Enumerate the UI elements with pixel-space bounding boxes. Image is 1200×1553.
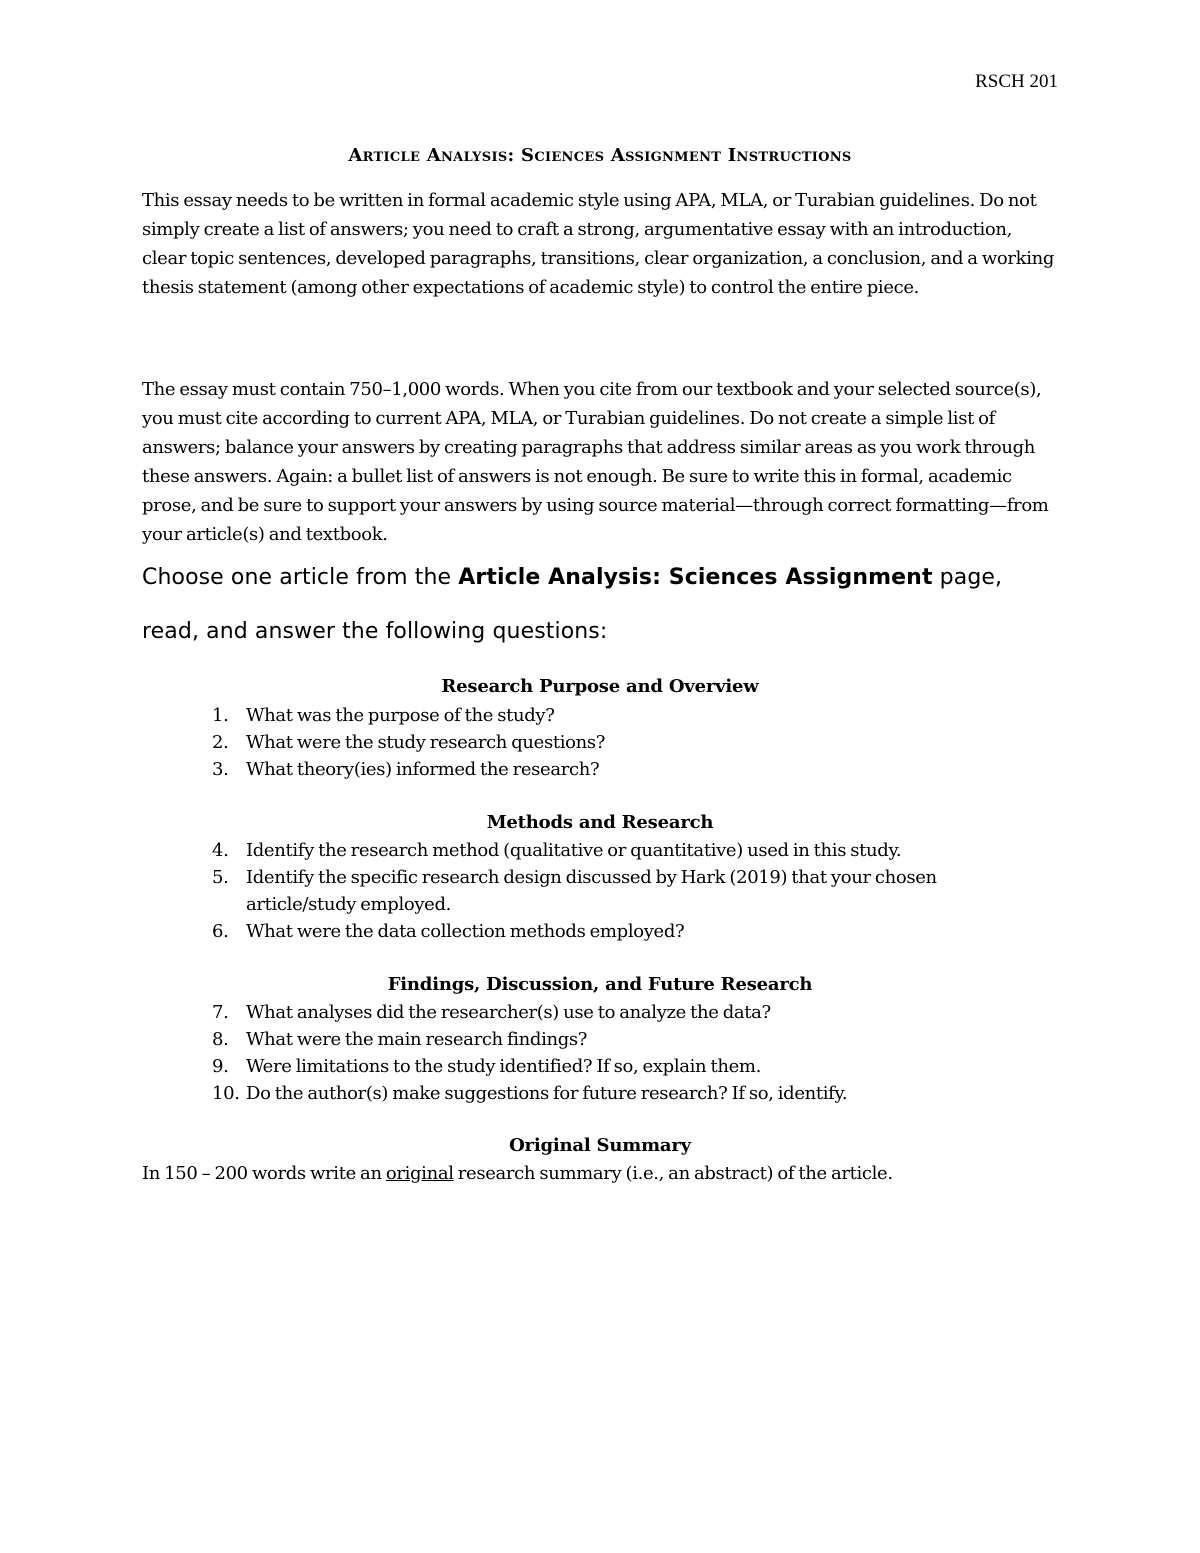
item-text: What were the data collection methods employed? — [246, 921, 685, 942]
list-item — [142, 1026, 1058, 1053]
item-number: 10. — [212, 1083, 240, 1104]
question-list-findings — [142, 999, 1058, 1107]
page-title: Article Analysis: Sciences Assignment Instructions — [348, 145, 852, 166]
list-item — [142, 918, 1058, 945]
section-heading-methods: Methods and Research — [486, 812, 714, 833]
list-item — [142, 729, 1058, 756]
summary-instruction — [142, 1160, 1058, 1187]
item-text: Do the author(s) make suggestions for future research? If so, identify. — [246, 1083, 848, 1104]
item-text: Were limitations to the study identified? If so, explain them. — [246, 1056, 761, 1077]
item-text: Identify the research method (qualitative or quantitative) used in this study. — [246, 840, 902, 861]
choose-suffix: page, — [932, 565, 1003, 590]
choose-prefix: Choose one article from the — [142, 565, 459, 590]
item-number: 9. — [212, 1056, 229, 1077]
course-code: RSCH 201 — [975, 71, 1058, 92]
item-text: Identify the specific research design discussed by Hark (2019) that your chosen article/study employed. — [246, 867, 937, 915]
summary-after: research summary (i.e., an abstract) of the article. — [453, 1163, 893, 1184]
item-number: 3. — [212, 759, 229, 780]
choose-instruction-line: read, and answer the following questions: — [142, 619, 608, 644]
item-number: 8. — [212, 1029, 229, 1050]
choose-assignment-name: Article Analysis: Sciences Assignment — [458, 565, 933, 590]
item-text: What analyses did the researcher(s) use to analyze the data? — [246, 1002, 771, 1023]
item-number: 4. — [212, 840, 229, 861]
list-item — [142, 1080, 1058, 1107]
item-text: What were the main research findings? — [246, 1029, 588, 1050]
question-list-methods — [142, 837, 1058, 945]
requirements-paragraph: The essay must contain 750–1,000 words. When you cite from our textbook and your selected source(s), you must cite according to current APA, MLA, or Turabian guidelines. Do not create a simple list of answers; balance your answers by creating paragraphs that address similar areas as you work through these answers. Again: a bullet list of answers is not enough. Be sure to write this in formal, academic prose, and be sure to support your answers by using source material—through correct formatting—from your article(s) and textbook. — [142, 379, 1049, 545]
list-item — [142, 1053, 1058, 1080]
item-number: 5. — [212, 867, 229, 888]
summary-before: In 150 – 200 words write an — [142, 1163, 386, 1184]
intro-paragraph: This essay needs to be written in formal academic style using APA, MLA, or Turabian guidelines. Do not simply create a list of answers; you need to craft a strong, argumentative essay with an introduction, clear topic sentences, developed paragraphs, transitions, clear organization, a conclusion, and a working thesis statement (among other expectations of academic style) to control the entire piece. — [142, 190, 1055, 298]
section-heading-research-purpose: Research Purpose and Overview — [441, 676, 759, 697]
list-item — [142, 999, 1058, 1026]
summary-underlined-word: original — [385, 1163, 454, 1184]
item-text: What was the purpose of the study? — [246, 705, 555, 726]
question-list-research-purpose — [142, 702, 1058, 783]
item-number: 1. — [212, 705, 229, 726]
item-text: What were the study research questions? — [246, 732, 606, 753]
list-item — [142, 756, 1058, 783]
list-item — [142, 837, 1058, 864]
item-number: 2. — [212, 732, 229, 753]
list-item — [142, 864, 1058, 918]
item-number: 6. — [212, 921, 229, 942]
item-text: What theory(ies) informed the research? — [246, 759, 600, 780]
section-heading-original-summary: Original Summary — [509, 1135, 691, 1156]
choose-article-line — [142, 562, 1142, 594]
item-number: 7. — [212, 1002, 229, 1023]
section-heading-findings: Findings, Discussion, and Future Research — [387, 974, 813, 995]
list-item — [142, 702, 1058, 729]
